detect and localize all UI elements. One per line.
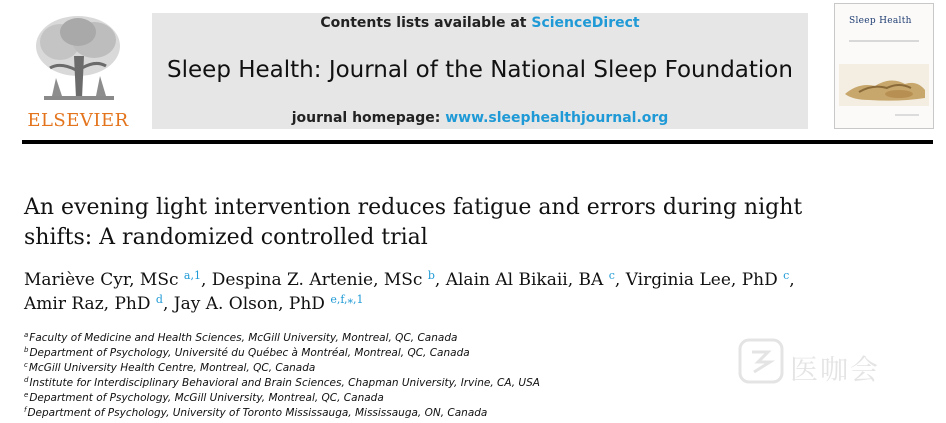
affiliation-text: Department of Psychology, Université du Québec à Montréal, Montreal, QC, Canada [29, 347, 470, 359]
contents-prefix: Contents lists available at [320, 15, 527, 31]
affiliation-list [24, 331, 540, 421]
cover-image [839, 64, 929, 106]
article-title [24, 193, 824, 253]
article-title-line-2: shifts: A randomized controlled trial [24, 225, 428, 250]
contents-line [152, 15, 808, 31]
affiliation-item [24, 346, 540, 361]
author-name: Virginia Lee, PhD [625, 270, 778, 290]
affiliation-item [24, 376, 540, 391]
homepage-line [152, 110, 808, 126]
affiliation-item [24, 331, 540, 346]
author-affiliation-link[interactable]: b [427, 269, 435, 282]
author-name: Jay A. Olson, PhD [173, 294, 325, 314]
cover-subtitle-line [849, 40, 919, 42]
affiliation-key: b [24, 346, 29, 354]
cover-footer-line [895, 114, 919, 116]
publisher-logo[interactable] [22, 12, 134, 134]
affiliation-item [24, 361, 540, 376]
watermark-text: 医咖会 [790, 353, 881, 386]
author-affiliation-link[interactable]: c [608, 269, 615, 282]
cover-title: Sleep Health [849, 16, 912, 26]
affiliation-key: a [24, 331, 29, 339]
watermark [738, 338, 881, 388]
sciencedirect-link[interactable]: ScienceDirect [531, 15, 640, 31]
author-affiliation-link[interactable]: c [783, 269, 790, 282]
affiliation-key: e [24, 391, 29, 399]
affiliation-item [24, 406, 540, 421]
watermark-logo-icon [738, 338, 784, 384]
affiliation-text: Department of Psychology, McGill University, Montreal, QC, Canada [29, 392, 384, 404]
journal-cover[interactable] [834, 3, 934, 129]
elsevier-tree-icon [30, 12, 126, 106]
homepage-link[interactable]: www.sleephealthjournal.org [445, 110, 669, 126]
author-name: Mariève Cyr, MSc [24, 270, 179, 290]
journal-banner [152, 13, 808, 129]
affiliation-text: McGill University Health Centre, Montreal, QC, Canada [28, 362, 316, 374]
homepage-prefix: journal homepage: [291, 110, 441, 126]
affiliation-key: d [24, 376, 29, 384]
journal-title: Sleep Health: Journal of the National Sleep Foundation [167, 57, 793, 83]
author-name: Amir Raz, PhD [24, 294, 151, 314]
author-name: Alain Al Bikaii, BA [445, 270, 604, 290]
affiliation-key: f [24, 406, 27, 414]
affiliation-key: c [24, 361, 28, 369]
header-rule [22, 140, 933, 144]
affiliation-text: Department of Psychology, University of Toronto Mississauga, Mississauga, ON, Canada [27, 407, 488, 419]
affiliation-text: Faculty of Medicine and Health Sciences, McGill University, Montreal, QC, Canada [29, 332, 458, 344]
affiliation-item [24, 391, 540, 406]
author-name: Despina Z. Artenie, MSc [211, 270, 423, 290]
article-title-line-1: An evening light intervention reduces fatigue and errors during night [24, 195, 803, 220]
publisher-name: ELSEVIER [27, 110, 129, 131]
author-list: Mariève Cyr, MSc $^{a,1}$, Despina Z. Artenie, MSc $^b$, Alain Al Bikaii, BA $^c$, Virginia Lee, PhD $^c$, Amir Raz, PhD $^d$, Jay A. Olson, PhD $^{e,f,⁎,1}$ [24, 269, 795, 314]
author-affiliation-link[interactable]: a,1 [183, 269, 201, 282]
author-affiliation-link[interactable]: e,f,⁎,1 [330, 293, 364, 306]
affiliation-text: Institute for Interdisciplinary Behavioral and Brain Sciences, Chapman University, Irvine, CA, USA [29, 377, 540, 389]
author-affiliation-link[interactable]: d [155, 293, 163, 306]
